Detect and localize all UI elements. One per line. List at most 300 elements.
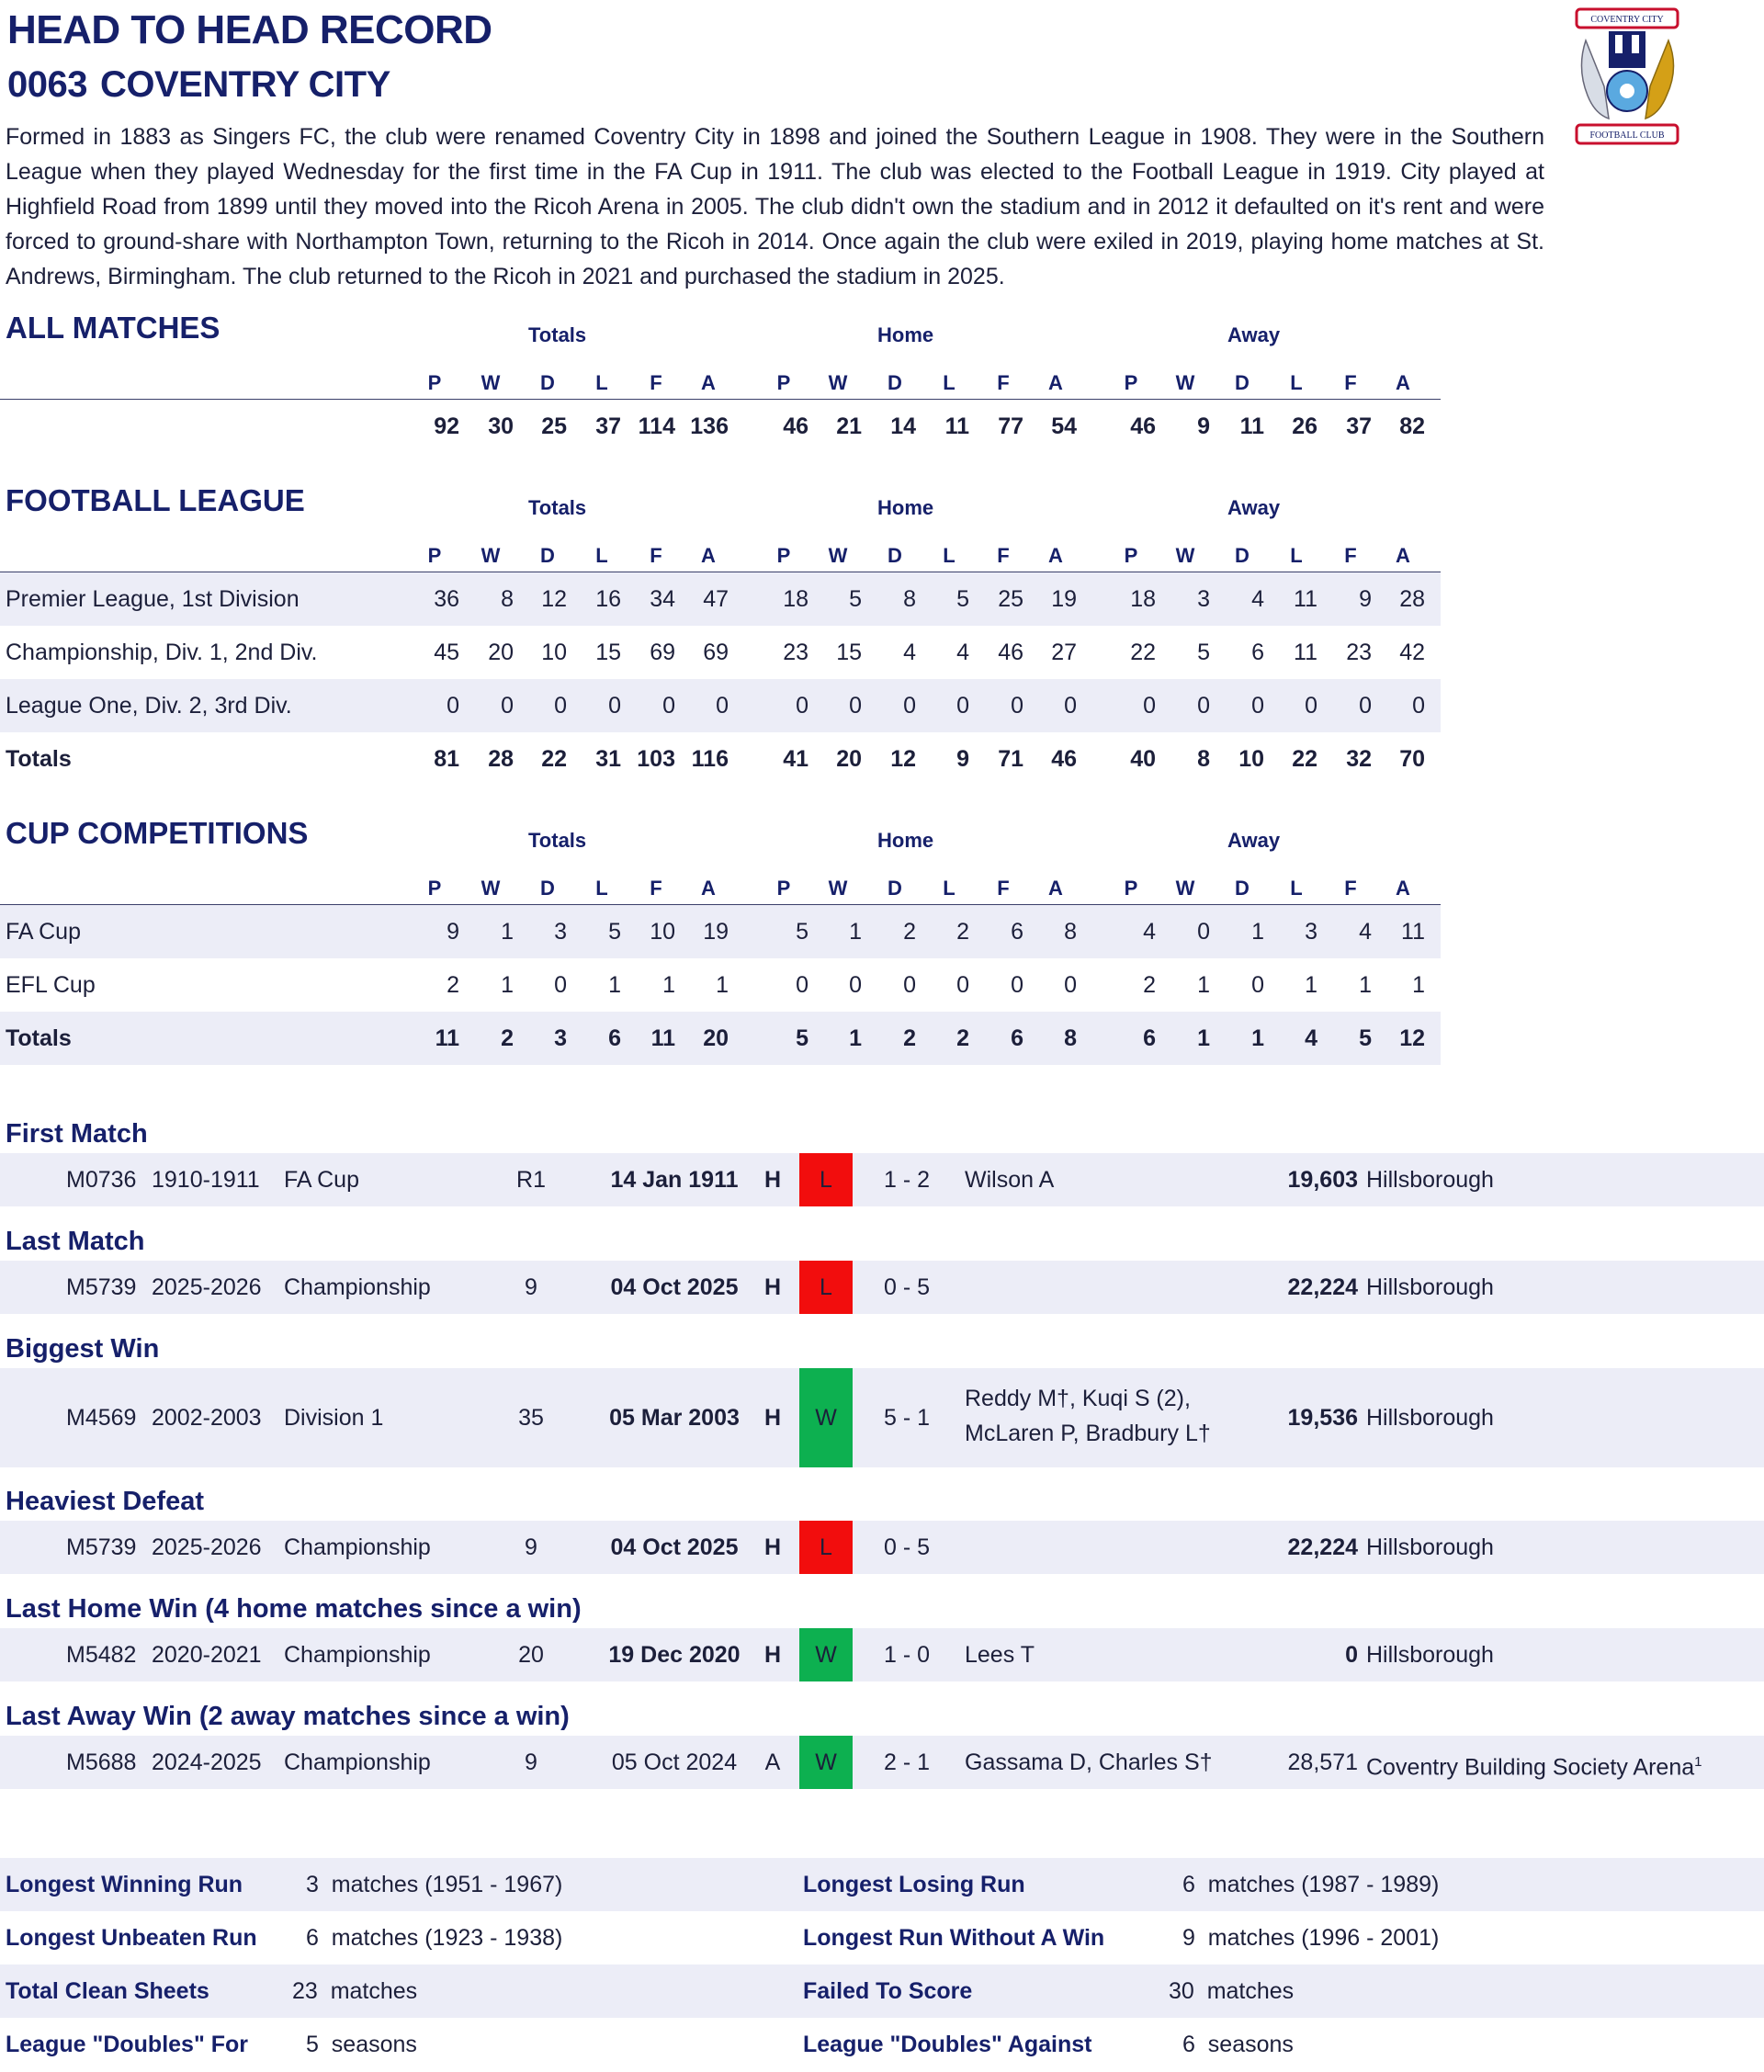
record-row bbox=[0, 1858, 1764, 1911]
stat-cell: 0 bbox=[796, 693, 808, 719]
stat-cell: 5 bbox=[849, 586, 862, 612]
scorer-line: Lees T bbox=[965, 1642, 1035, 1668]
match-ground bbox=[1366, 1153, 1494, 1206]
stat-cell: 1 bbox=[1412, 972, 1425, 998]
stat-cell: 27 bbox=[1051, 640, 1077, 665]
ground-name: Hillsborough bbox=[1366, 1167, 1494, 1193]
stat-cell: 6 bbox=[1011, 919, 1023, 945]
match-row bbox=[0, 1628, 1764, 1681]
column-header-p: P bbox=[1124, 371, 1138, 394]
record-value: 6 matches (1987 - 1989) bbox=[1182, 1872, 1440, 1897]
column-header-f: F bbox=[997, 877, 1010, 900]
stat-cell: 46 bbox=[783, 413, 808, 439]
group-header-totals: Totals bbox=[528, 829, 587, 852]
column-header-f: F bbox=[650, 371, 662, 394]
stat-cell: 45 bbox=[434, 640, 459, 665]
match-scorers bbox=[965, 1628, 1035, 1681]
match-row bbox=[0, 1736, 1764, 1789]
stat-cell: 25 bbox=[541, 413, 567, 439]
stat-cell: 47 bbox=[703, 586, 729, 612]
stat-cell: 0 bbox=[1412, 693, 1425, 719]
column-header-a: A bbox=[701, 544, 716, 567]
group-header-home: Home bbox=[877, 829, 934, 852]
stat-cell: 12 bbox=[890, 746, 916, 772]
stat-cell: 22 bbox=[1292, 746, 1317, 772]
record-value: 6 seasons bbox=[1182, 2032, 1294, 2057]
match-score: 0 - 5 bbox=[883, 1274, 931, 1300]
column-header-d: D bbox=[1235, 877, 1250, 900]
match-competition: Division 1 bbox=[284, 1405, 384, 1431]
group-header-totals: Totals bbox=[528, 496, 587, 519]
match-round: 35 bbox=[518, 1405, 544, 1431]
stat-cell: 0 bbox=[956, 693, 969, 719]
column-header-w: W bbox=[481, 544, 501, 567]
match-date: 19 Dec 2020 bbox=[608, 1642, 741, 1668]
column-header-w: W bbox=[828, 877, 848, 900]
column-header-p: P bbox=[776, 877, 791, 900]
match-row bbox=[0, 1521, 1764, 1574]
totals-row bbox=[0, 400, 1441, 453]
match-score: 1 - 0 bbox=[883, 1642, 931, 1668]
scorer-line: Wilson A bbox=[965, 1167, 1055, 1193]
stat-cell: 11 bbox=[1239, 413, 1264, 439]
match-heading: First Match bbox=[6, 1119, 148, 1149]
column-header-w: W bbox=[1175, 877, 1195, 900]
stat-cell: 15 bbox=[595, 640, 621, 665]
column-header-l: L bbox=[595, 544, 608, 567]
match-season: 1910-1911 bbox=[152, 1167, 260, 1193]
column-header-w: W bbox=[828, 371, 848, 394]
column-header-w: W bbox=[481, 371, 501, 394]
group-header-away: Away bbox=[1227, 323, 1281, 346]
stat-cell: 1 bbox=[849, 919, 862, 945]
stat-cell: 3 bbox=[554, 919, 567, 945]
match-date: 05 Oct 2024 bbox=[611, 1749, 738, 1775]
match-score: 1 - 2 bbox=[883, 1167, 931, 1193]
stat-cell: 54 bbox=[1051, 413, 1077, 439]
column-header-w: W bbox=[481, 877, 501, 900]
svg-text:COVENTRY CITY: COVENTRY CITY bbox=[1590, 15, 1664, 25]
record-row bbox=[0, 2018, 1764, 2071]
match-date: 14 Jan 1911 bbox=[610, 1167, 739, 1193]
record-label: Longest Run Without A Win bbox=[803, 1925, 1105, 1951]
stat-cell: 1 bbox=[501, 972, 514, 998]
match-scorers bbox=[965, 1381, 1211, 1451]
match-row bbox=[0, 1153, 1764, 1206]
result-badge: L bbox=[799, 1153, 853, 1206]
match-heading: Last Away Win (2 away matches since a win) bbox=[6, 1702, 570, 1731]
match-season: 2020-2021 bbox=[152, 1642, 262, 1668]
stat-cell: 5 bbox=[1197, 640, 1210, 665]
column-header-l: L bbox=[1290, 371, 1303, 394]
stat-cell: 2 bbox=[956, 919, 969, 945]
match-score: 0 - 5 bbox=[883, 1534, 931, 1560]
column-header-f: F bbox=[650, 877, 662, 900]
stat-cell: 0 bbox=[1359, 693, 1372, 719]
table-row bbox=[0, 905, 1441, 958]
table-row bbox=[0, 679, 1441, 732]
column-header-p: P bbox=[1124, 544, 1138, 567]
match-ground bbox=[1366, 1736, 1702, 1794]
stat-cell: 8 bbox=[1064, 919, 1077, 945]
stat-cell: 1 bbox=[849, 1025, 862, 1051]
stat-cell: 20 bbox=[703, 1025, 729, 1051]
stat-cell: 1 bbox=[1251, 919, 1264, 945]
stat-cell: 31 bbox=[595, 746, 621, 772]
stat-cell: 25 bbox=[998, 586, 1023, 612]
stat-cell: 11 bbox=[944, 413, 969, 439]
page-title: HEAD TO HEAD RECORD bbox=[7, 7, 492, 52]
stat-cell: 37 bbox=[595, 413, 621, 439]
stat-cell: 42 bbox=[1399, 640, 1425, 665]
match-round: 9 bbox=[525, 1534, 537, 1560]
stat-cell: 103 bbox=[637, 746, 675, 772]
record-value: 5 seasons bbox=[306, 2032, 417, 2057]
column-header-p: P bbox=[427, 544, 442, 567]
match-attendance: 19,603 bbox=[1287, 1167, 1358, 1193]
stat-cell: 0 bbox=[1251, 972, 1264, 998]
column-header-f: F bbox=[650, 544, 662, 567]
ground-name: Hillsborough bbox=[1366, 1405, 1494, 1431]
stat-cell: 34 bbox=[650, 586, 675, 612]
stat-cell: 16 bbox=[595, 586, 621, 612]
column-header-w: W bbox=[828, 544, 848, 567]
column-header-l: L bbox=[595, 371, 608, 394]
column-header-d: D bbox=[540, 371, 555, 394]
scorer-line: Reddy M†, Kuqi S (2), bbox=[965, 1386, 1191, 1411]
stat-cell: 9 bbox=[1359, 586, 1372, 612]
match-attendance: 28,571 bbox=[1287, 1749, 1358, 1775]
match-row bbox=[0, 1261, 1764, 1314]
match-round: 20 bbox=[518, 1642, 544, 1668]
stat-cell: 1 bbox=[1251, 1025, 1264, 1051]
match-ground bbox=[1366, 1261, 1494, 1314]
stat-cell: 92 bbox=[434, 413, 459, 439]
stat-cell: 82 bbox=[1399, 413, 1425, 439]
stat-cell: 46 bbox=[1130, 413, 1156, 439]
stat-cell: 6 bbox=[1251, 640, 1264, 665]
stat-cell: 3 bbox=[554, 1025, 567, 1051]
stat-cell: 0 bbox=[903, 972, 916, 998]
match-venue: H bbox=[763, 1405, 782, 1431]
stat-cell: 11 bbox=[435, 1025, 459, 1051]
stat-cell: 0 bbox=[1197, 693, 1210, 719]
stat-cell: 69 bbox=[650, 640, 675, 665]
stat-cell: 1 bbox=[662, 972, 675, 998]
result-badge: L bbox=[799, 1261, 853, 1314]
scorer-line: Gassama D, Charles S† bbox=[965, 1749, 1213, 1775]
match-competition: Championship bbox=[284, 1642, 431, 1668]
match-heading: Last Match bbox=[6, 1227, 145, 1256]
stat-cell: 30 bbox=[488, 413, 514, 439]
totals-row bbox=[0, 732, 1441, 786]
record-label: League "Doubles" Against bbox=[803, 2032, 1092, 2057]
stat-cell: 114 bbox=[638, 413, 675, 439]
stat-cell: 0 bbox=[1305, 693, 1317, 719]
match-venue: H bbox=[763, 1167, 782, 1193]
match-id: M0736 bbox=[66, 1167, 137, 1193]
column-header-a: A bbox=[701, 371, 716, 394]
column-header-d: D bbox=[1235, 544, 1250, 567]
stat-cell: 22 bbox=[1130, 640, 1156, 665]
column-header-p: P bbox=[427, 877, 442, 900]
result-badge: L bbox=[799, 1521, 853, 1574]
stat-cell: 20 bbox=[836, 746, 862, 772]
match-scorers bbox=[965, 1153, 1054, 1206]
column-header-a: A bbox=[701, 877, 716, 900]
stat-cell: 0 bbox=[849, 972, 862, 998]
match-score: 5 - 1 bbox=[883, 1405, 931, 1431]
stat-cell: 37 bbox=[1346, 413, 1372, 439]
stat-cell: 23 bbox=[1346, 640, 1372, 665]
match-round: 9 bbox=[525, 1274, 537, 1300]
stat-cell: 46 bbox=[1051, 746, 1077, 772]
club-crest-logo bbox=[1567, 4, 1687, 151]
stat-cell: 71 bbox=[998, 746, 1023, 772]
column-header-a: A bbox=[1048, 877, 1063, 900]
column-header-d: D bbox=[1235, 371, 1250, 394]
column-header-l: L bbox=[595, 877, 608, 900]
match-season: 2025-2026 bbox=[152, 1274, 262, 1300]
column-header-f: F bbox=[1344, 544, 1357, 567]
match-season: 2025-2026 bbox=[152, 1534, 262, 1560]
stat-cell: 1 bbox=[1197, 1025, 1210, 1051]
record-label: Total Clean Sheets bbox=[6, 1978, 209, 2004]
record-value: 9 matches (1996 - 2001) bbox=[1182, 1925, 1440, 1951]
stat-cell: 1 bbox=[716, 972, 729, 998]
result-badge: W bbox=[799, 1368, 853, 1467]
match-scorers bbox=[965, 1736, 1213, 1789]
row-label: Championship, Div. 1, 2nd Div. bbox=[6, 640, 318, 665]
stat-cell: 4 bbox=[1143, 919, 1156, 945]
record-row bbox=[0, 1911, 1764, 1964]
stat-cell: 3 bbox=[1197, 586, 1210, 612]
stat-cell: 5 bbox=[956, 586, 969, 612]
scorer-line: McLaren P, Bradbury L† bbox=[965, 1421, 1211, 1446]
stat-cell: 1 bbox=[1197, 972, 1210, 998]
match-season: 2024-2025 bbox=[152, 1749, 262, 1775]
stat-cell: 14 bbox=[890, 413, 916, 439]
stat-cell: 22 bbox=[541, 746, 567, 772]
column-header-l: L bbox=[943, 371, 956, 394]
match-attendance: 0 bbox=[1345, 1642, 1358, 1668]
match-round: R1 bbox=[516, 1167, 546, 1193]
stat-cell: 41 bbox=[783, 746, 808, 772]
column-header-w: W bbox=[1175, 544, 1195, 567]
group-header-totals: Totals bbox=[528, 323, 587, 346]
match-attendance: 22,224 bbox=[1287, 1274, 1358, 1300]
footnote-marker: 1 bbox=[1694, 1754, 1702, 1770]
stat-cell: 81 bbox=[434, 746, 459, 772]
stat-cell: 4 bbox=[903, 640, 916, 665]
match-round: 9 bbox=[525, 1749, 537, 1775]
column-header-p: P bbox=[427, 371, 442, 394]
stat-cell: 0 bbox=[716, 693, 729, 719]
stat-cell: 11 bbox=[1294, 586, 1317, 612]
column-header-a: A bbox=[1396, 371, 1410, 394]
match-venue: H bbox=[763, 1274, 782, 1300]
stat-cell: 9 bbox=[1197, 413, 1210, 439]
match-competition: Championship bbox=[284, 1274, 431, 1300]
match-venue: A bbox=[764, 1749, 781, 1775]
stat-cell: 0 bbox=[903, 693, 916, 719]
match-id: M5482 bbox=[66, 1642, 137, 1668]
record-value: 23 matches bbox=[292, 1978, 418, 2004]
stat-cell: 0 bbox=[501, 693, 514, 719]
row-label: EFL Cup bbox=[6, 972, 96, 998]
match-date: 05 Mar 2003 bbox=[609, 1405, 740, 1431]
stat-cell: 4 bbox=[1305, 1025, 1317, 1051]
stat-cell: 2 bbox=[1143, 972, 1156, 998]
stat-cell: 32 bbox=[1346, 746, 1372, 772]
column-header-d: D bbox=[888, 544, 902, 567]
stat-cell: 5 bbox=[796, 1025, 808, 1051]
stat-cell: 12 bbox=[541, 586, 567, 612]
stat-cell: 0 bbox=[1011, 972, 1023, 998]
stat-cell: 136 bbox=[690, 413, 729, 439]
stat-cell: 2 bbox=[447, 972, 459, 998]
column-header-d: D bbox=[540, 877, 555, 900]
stat-cell: 46 bbox=[998, 640, 1023, 665]
group-header-away: Away bbox=[1227, 496, 1281, 519]
stat-cell: 77 bbox=[998, 413, 1023, 439]
stat-cell: 40 bbox=[1130, 746, 1156, 772]
column-header-a: A bbox=[1396, 544, 1410, 567]
stat-cell: 9 bbox=[447, 919, 459, 945]
stat-cell: 0 bbox=[1064, 972, 1077, 998]
record-value: 30 matches bbox=[1169, 1978, 1295, 2004]
match-attendance: 22,224 bbox=[1287, 1534, 1358, 1560]
stat-cell: 10 bbox=[541, 640, 567, 665]
match-ground bbox=[1366, 1521, 1494, 1574]
row-label: FA Cup bbox=[6, 919, 81, 945]
stat-cell: 8 bbox=[501, 586, 514, 612]
match-heading: Last Home Win (4 home matches since a win) bbox=[6, 1594, 582, 1624]
ground-name: Hillsborough bbox=[1366, 1274, 1494, 1300]
stat-cell: 21 bbox=[836, 413, 862, 439]
stat-cell: 0 bbox=[956, 972, 969, 998]
stat-cell: 2 bbox=[956, 1025, 969, 1051]
stat-cell: 0 bbox=[1143, 693, 1156, 719]
row-label: Totals bbox=[6, 746, 72, 772]
column-header-f: F bbox=[1344, 877, 1357, 900]
stat-cell: 11 bbox=[1294, 640, 1317, 665]
column-header-l: L bbox=[943, 544, 956, 567]
stat-cell: 3 bbox=[1305, 919, 1317, 945]
stat-cell: 12 bbox=[1399, 1025, 1425, 1051]
stat-cell: 9 bbox=[956, 746, 969, 772]
stat-cell: 28 bbox=[488, 746, 514, 772]
group-header-away: Away bbox=[1227, 829, 1281, 852]
stat-cell: 8 bbox=[903, 586, 916, 612]
match-heading: Heaviest Defeat bbox=[6, 1487, 204, 1516]
stat-cell: 18 bbox=[1130, 586, 1156, 612]
column-header-p: P bbox=[1124, 877, 1138, 900]
match-competition: Championship bbox=[284, 1534, 431, 1560]
stat-cell: 0 bbox=[447, 693, 459, 719]
stat-cell: 0 bbox=[1197, 919, 1210, 945]
match-date: 04 Oct 2025 bbox=[610, 1274, 739, 1300]
stat-cell: 20 bbox=[488, 640, 514, 665]
stat-cell: 5 bbox=[608, 919, 621, 945]
group-header-home: Home bbox=[877, 323, 934, 346]
stat-cell: 0 bbox=[1251, 693, 1264, 719]
stat-cell: 0 bbox=[554, 972, 567, 998]
stat-cell: 0 bbox=[849, 693, 862, 719]
match-id: M5688 bbox=[66, 1749, 137, 1775]
result-badge: W bbox=[799, 1628, 853, 1681]
stat-cell: 69 bbox=[703, 640, 729, 665]
stat-cell: 28 bbox=[1399, 586, 1425, 612]
stat-cell: 1 bbox=[501, 919, 514, 945]
stat-cell: 19 bbox=[703, 919, 729, 945]
stat-cell: 10 bbox=[650, 919, 675, 945]
stat-cell: 0 bbox=[1064, 693, 1077, 719]
match-id: M5739 bbox=[66, 1274, 137, 1300]
column-header-d: D bbox=[888, 371, 902, 394]
totals-row bbox=[0, 1012, 1441, 1065]
column-header-a: A bbox=[1048, 371, 1063, 394]
stat-cell: 2 bbox=[903, 1025, 916, 1051]
match-row bbox=[0, 1368, 1764, 1467]
ground-name: Coventry Building Society Arena bbox=[1366, 1754, 1695, 1781]
stat-cell: 116 bbox=[691, 746, 729, 772]
stat-cell: 1 bbox=[1359, 972, 1372, 998]
row-label: Totals bbox=[6, 1025, 72, 1051]
column-header-f: F bbox=[997, 371, 1010, 394]
match-date: 04 Oct 2025 bbox=[610, 1534, 739, 1560]
stat-cell: 0 bbox=[608, 693, 621, 719]
stat-cell: 11 bbox=[650, 1025, 675, 1051]
table-row bbox=[0, 626, 1441, 679]
column-header-p: P bbox=[776, 371, 791, 394]
stat-cell: 6 bbox=[608, 1025, 621, 1051]
stat-cell: 0 bbox=[662, 693, 675, 719]
record-label: Failed To Score bbox=[803, 1978, 973, 2004]
record-label: Longest Losing Run bbox=[803, 1872, 1025, 1897]
stat-cell: 10 bbox=[1238, 746, 1264, 772]
club-number: 0063 bbox=[7, 64, 87, 105]
stat-cell: 15 bbox=[836, 640, 862, 665]
stat-cell: 5 bbox=[1359, 1025, 1372, 1051]
row-label: Premier League, 1st Division bbox=[6, 586, 300, 612]
svg-text:FOOTBALL CLUB: FOOTBALL CLUB bbox=[1589, 130, 1665, 141]
football_league-title: FOOTBALL LEAGUE bbox=[6, 483, 305, 517]
record-label: Longest Unbeaten Run bbox=[6, 1925, 257, 1951]
stat-cell: 8 bbox=[1064, 1025, 1077, 1051]
stat-cell: 6 bbox=[1143, 1025, 1156, 1051]
stat-cell: 18 bbox=[783, 586, 808, 612]
stat-cell: 4 bbox=[1251, 586, 1264, 612]
stat-cell: 4 bbox=[1359, 919, 1372, 945]
match-competition: FA Cup bbox=[284, 1167, 359, 1193]
match-competition: Championship bbox=[284, 1749, 431, 1775]
match-heading: Biggest Win bbox=[6, 1334, 160, 1364]
stat-cell: 70 bbox=[1399, 746, 1425, 772]
record-label: League "Doubles" For bbox=[6, 2032, 249, 2057]
club-history: Formed in 1883 as Singers FC, the club were renamed Coventry City in 1898 and joined the Southern League in 1908. They were in the Southern League when they played Wednesday for the first time in the FA Cup in 1911. The club was elected to the Football League in 1919. City played at Highfield Road from 1899 until they moved into the Ricoh Arena in 2005. The club didn't own the stadium and in 2012 it defaulted on it's rent and were forced to ground-share with Northampton Town, returning to the Ricoh in 2014. Once again the club were exiled in 2019, playing home matches at St. Andrews, Birmingham. The club returned to the Ricoh in 2021 and purchased the stadium in 2025. bbox=[6, 124, 1544, 289]
record-value: 3 matches (1951 - 1967) bbox=[306, 1872, 563, 1897]
match-venue: H bbox=[763, 1534, 782, 1560]
stat-cell: 8 bbox=[1197, 746, 1210, 772]
column-header-w: W bbox=[1175, 371, 1195, 394]
stat-cell: 36 bbox=[434, 586, 459, 612]
record-label: Longest Winning Run bbox=[6, 1872, 243, 1897]
stat-cell: 6 bbox=[1011, 1025, 1023, 1051]
match-id: M4569 bbox=[66, 1405, 137, 1431]
row-label: League One, Div. 2, 3rd Div. bbox=[6, 693, 292, 719]
group-header-home: Home bbox=[877, 496, 934, 519]
